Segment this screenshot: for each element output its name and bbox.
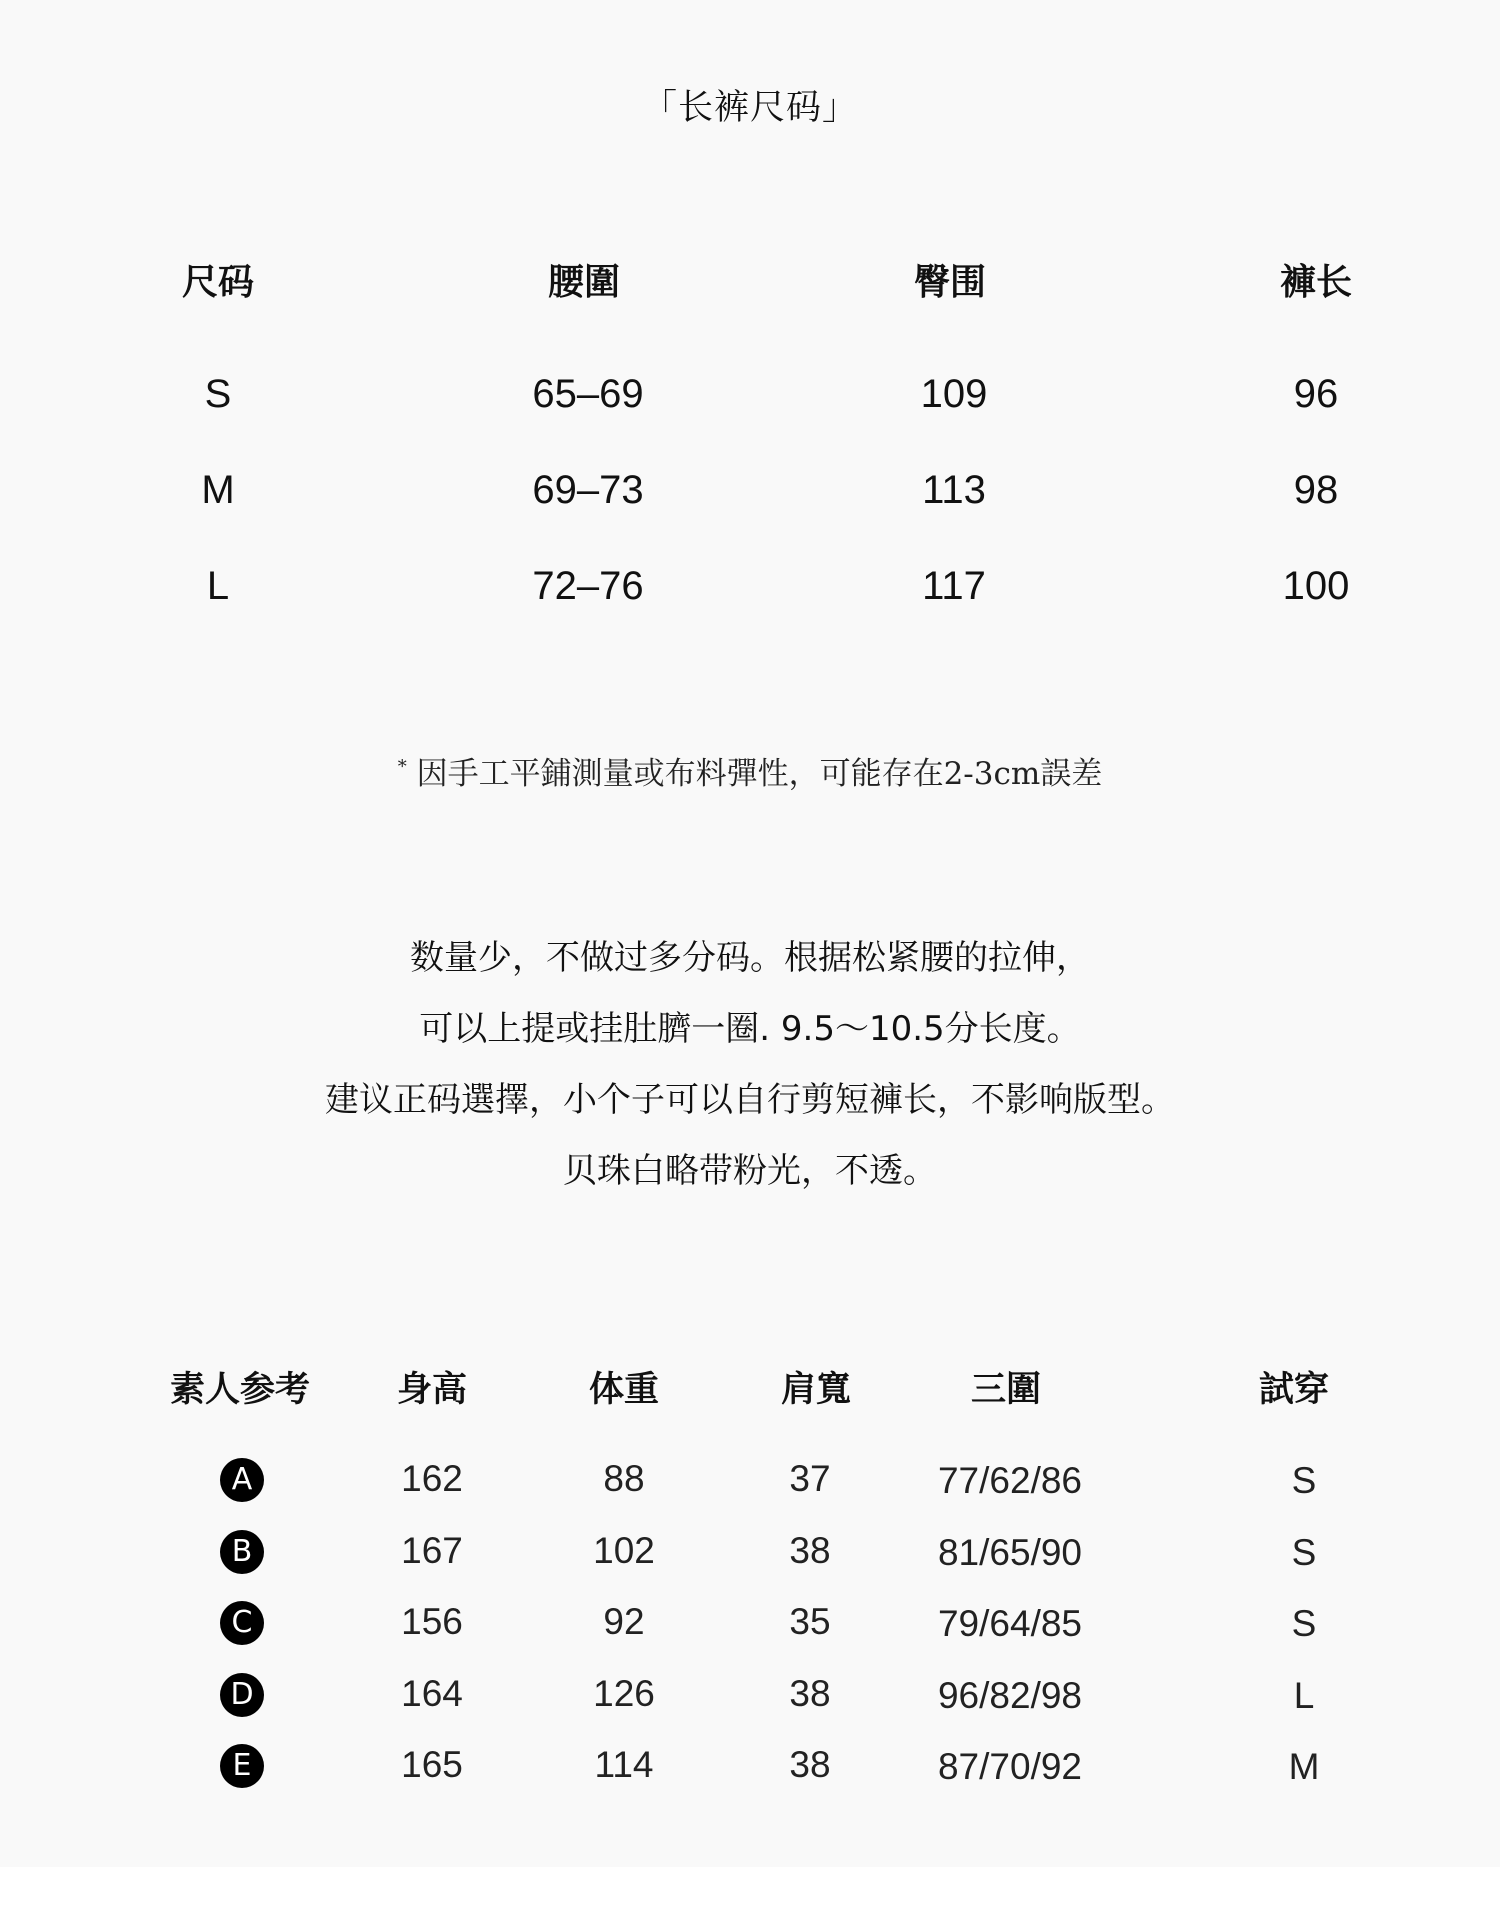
reference-header: 身高	[396, 1370, 468, 1410]
size-header: 腰圍	[547, 262, 621, 303]
reference-header: 三圍	[970, 1370, 1042, 1410]
tried-size-cell: S	[1291, 1532, 1317, 1573]
note-text: 因手工平鋪測量或布料彈性，可能存在2-3cm誤差	[416, 756, 1103, 792]
size-header: 尺码	[181, 262, 255, 303]
measurements-cell: 87/70/92	[937, 1746, 1083, 1787]
measurement-note	[0, 748, 1500, 793]
model-a-badge: A	[220, 1458, 264, 1502]
model-e-badge: E	[220, 1744, 264, 1788]
tried-size-cell: M	[1288, 1746, 1320, 1787]
size-cell: 117	[922, 564, 986, 608]
height-cell: 156	[401, 1601, 463, 1642]
reference-header: 体重	[588, 1370, 660, 1410]
description-line: 数量少，不做过多分码。根据松紧腰的拉伸，	[410, 938, 1090, 978]
size-cell: 72–76	[532, 564, 644, 608]
measurements-cell: 81/65/90	[937, 1532, 1083, 1573]
shoulder-cell: 38	[789, 1744, 831, 1785]
tried-size-cell: L	[1293, 1675, 1315, 1716]
shoulder-cell: 38	[789, 1673, 831, 1714]
height-cell: 165	[401, 1744, 463, 1785]
size-cell: S	[204, 372, 232, 416]
height-cell: 162	[401, 1458, 463, 1499]
weight-cell: 88	[603, 1458, 645, 1499]
tried-size-cell: S	[1291, 1460, 1317, 1501]
shoulder-cell: 37	[789, 1458, 831, 1499]
size-cell: M	[201, 468, 235, 512]
page-title: 「长裤尺码」	[641, 88, 858, 128]
note-mark: *	[397, 756, 407, 778]
size-cell: 109	[920, 372, 988, 416]
description-line: 建议正码選擇，小个子可以自行剪短褲长，不影响版型。	[325, 1080, 1175, 1120]
shoulder-cell: 35	[789, 1601, 831, 1642]
weight-cell: 92	[603, 1601, 645, 1642]
size-cell: 65–69	[532, 372, 644, 416]
description-line: 贝珠白略带粉光，不透。	[563, 1151, 937, 1191]
measurements-cell: 77/62/86	[937, 1460, 1083, 1501]
weight-cell: 114	[594, 1744, 654, 1785]
size-cell: 113	[922, 468, 986, 512]
size-cell: 69–73	[532, 468, 644, 512]
reference-header: 肩寬	[780, 1370, 852, 1410]
measurements-cell: 79/64/85	[937, 1603, 1083, 1644]
measurements-cell: 96/82/98	[937, 1675, 1083, 1716]
size-header: 臀围	[913, 262, 987, 303]
tried-size-cell: S	[1291, 1603, 1317, 1644]
model-b-badge: B	[220, 1530, 264, 1574]
model-c-badge: C	[220, 1601, 264, 1645]
description-line: 可以上提或挂肚臍一圈. 9.5～10.5分长度。	[419, 1009, 1081, 1049]
size-cell: 96	[1293, 372, 1339, 416]
size-header: 褲长	[1279, 262, 1353, 303]
weight-cell: 102	[593, 1530, 655, 1571]
height-cell: 167	[401, 1530, 463, 1571]
model-d-badge: D	[220, 1673, 264, 1717]
weight-cell: 126	[593, 1673, 655, 1714]
size-cell: 100	[1282, 564, 1350, 608]
shoulder-cell: 38	[789, 1530, 831, 1571]
reference-header: 素人参考	[169, 1370, 311, 1410]
height-cell: 164	[401, 1673, 463, 1714]
size-cell: 98	[1293, 468, 1339, 512]
size-cell: L	[206, 564, 230, 608]
reference-header: 試穿	[1258, 1370, 1330, 1410]
